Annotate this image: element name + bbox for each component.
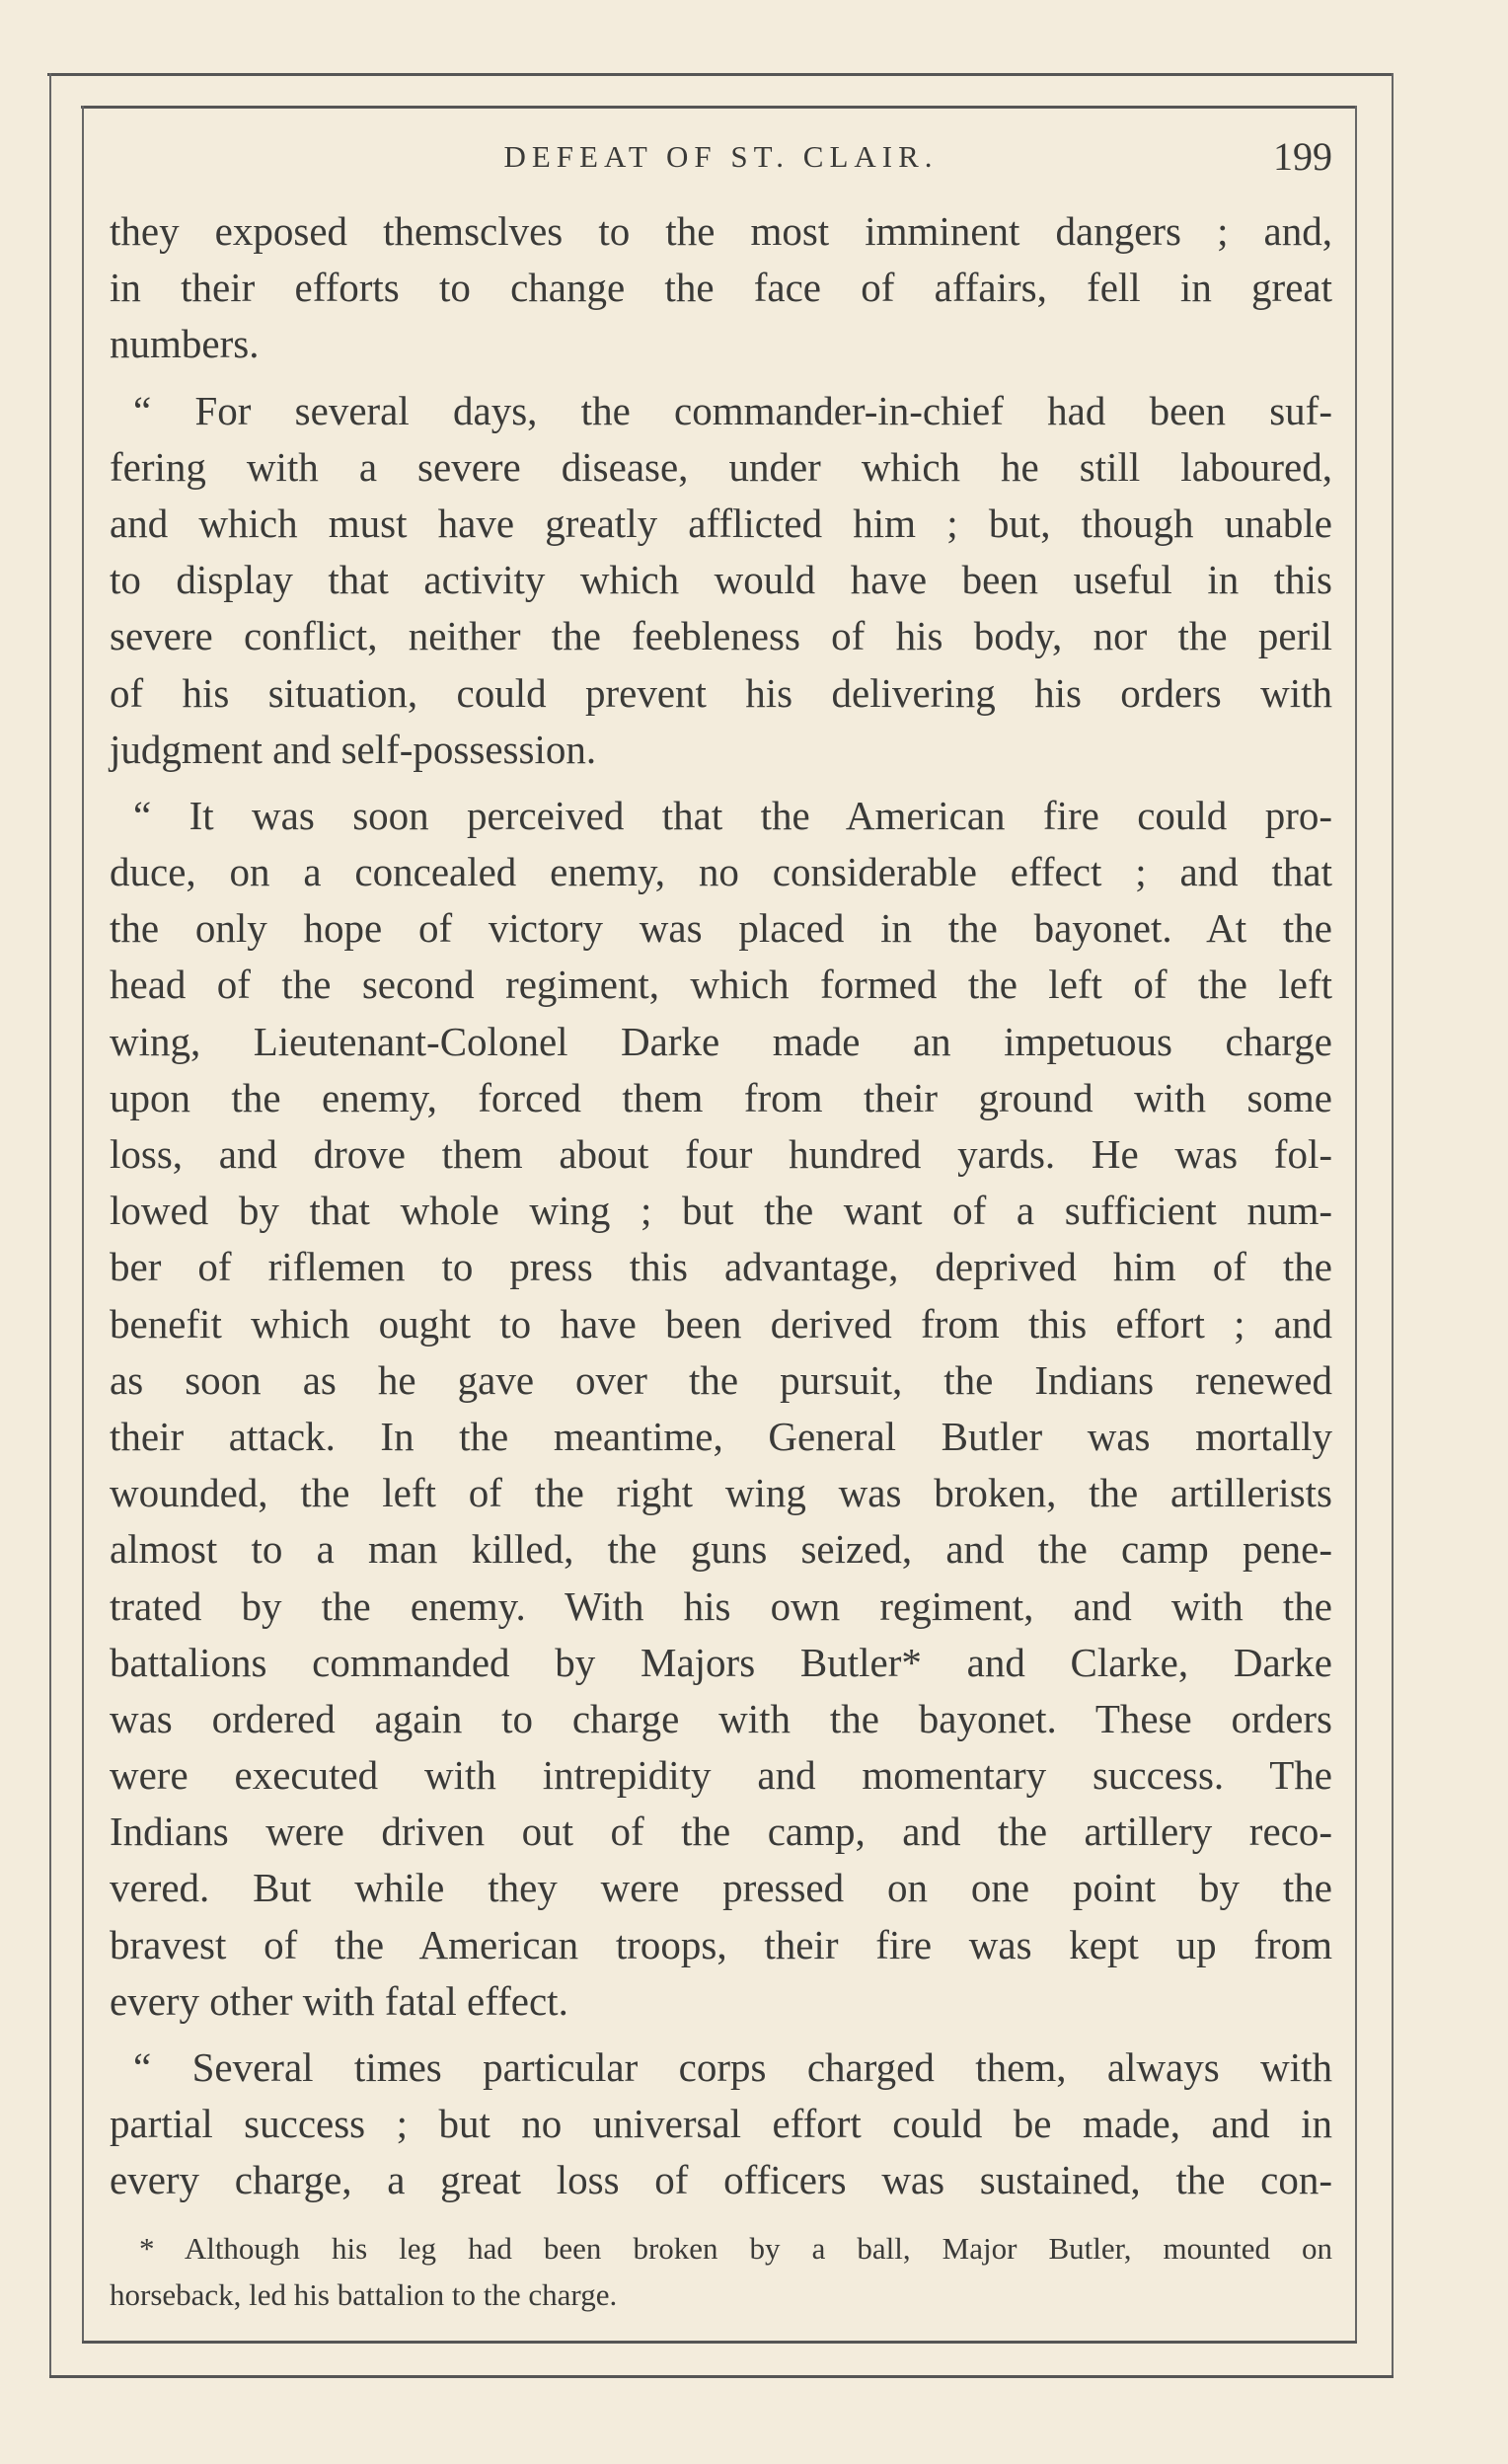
inner-frame-bottom-rule: [82, 2341, 1357, 2344]
text-line: bravest of the American troops, their fire was kept up from: [110, 1921, 1332, 1967]
outer-frame-top-rule: [47, 73, 1392, 76]
paragraph: [110, 203, 1332, 373]
text-line: every other with fatal effect.: [110, 1977, 568, 2024]
inner-frame-top-rule: [81, 106, 1357, 109]
outer-frame-right-rule: [1392, 73, 1394, 2377]
outer-frame-left-rule: [49, 73, 51, 2377]
text-line: in their efforts to change the face of affairs, fell in great: [110, 265, 1332, 311]
running-title: DEFEAT OF ST. CLAIR.: [503, 139, 939, 174]
inner-frame-right-rule: [1355, 106, 1357, 2343]
text-line: loss, and drove them about four hundred yards. He was fol-: [110, 1131, 1332, 1177]
text-line: battalions commanded by Majors Butler* and Clarke, Darke: [110, 1639, 1332, 1685]
outer-frame-bottom-rule: [49, 2375, 1394, 2378]
text-line: were executed with intrepidity and momentary success. The: [110, 1752, 1332, 1799]
text-line: “ It was soon perceived that the American fire could pro-: [133, 792, 1332, 838]
page-number: 199: [1273, 134, 1332, 179]
text-line: benefit which ought to have been derived from this effort ; and: [110, 1300, 1332, 1347]
text-line: head of the second regiment, which formed the left of the left: [110, 962, 1332, 1008]
text-line: judgment and self-possession.: [110, 726, 597, 772]
text-line: almost to a man killed, the guns seized, and the camp pene-: [110, 1526, 1332, 1573]
paragraph: [110, 2040, 1332, 2209]
text-line: was ordered again to charge with the bayonet. These orders: [110, 1695, 1332, 1741]
text-line: vered. But while they were pressed on one point by the: [110, 1865, 1332, 1911]
text-line: lowed by that whole wing ; but the want of a sufficient num-: [110, 1188, 1332, 1234]
text-line: numbers.: [110, 321, 260, 367]
text-line: severe conflict, neither the feebleness of his body, nor the peril: [110, 613, 1332, 659]
text-line: as soon as he gave over the pursuit, the Indians renewed: [110, 1356, 1332, 1403]
text-line: every charge, a great loss of officers was sustained, the con-: [110, 2157, 1332, 2203]
body-text: [110, 203, 1332, 2209]
page-header: [110, 133, 1332, 183]
text-line: their attack. In the meantime, General Butler was mortally: [110, 1413, 1332, 1459]
text-line: “ For several days, the commander-in-chief had been suf-: [133, 387, 1332, 433]
footnote-line: * Although his leg had been broken by a ball, Major Butler, mounted on: [139, 2231, 1332, 2266]
text-line: ber of riflemen to press this advantage, deprived him of the: [110, 1244, 1332, 1290]
footnote-line: horseback, led his battalion to the charge.: [110, 2277, 618, 2312]
text-line: fering with a severe disease, under which he still laboured,: [110, 443, 1332, 490]
text-line: to display that activity which would have been useful in this: [110, 557, 1332, 603]
text-line: upon the enemy, forced them from their ground with some: [110, 1074, 1332, 1120]
paragraph: [110, 383, 1332, 778]
text-line: duce, on a concealed enemy, no considerable effect ; and that: [110, 849, 1332, 895]
text-line: wing, Lieutenant-Colonel Darke made an impetuous charge: [110, 1018, 1332, 1064]
text-line: partial success ; but no universal effort could be made, and in: [110, 2101, 1332, 2147]
text-line: and which must have greatly afflicted him ; but, though unable: [110, 500, 1332, 546]
footnote: [110, 2225, 1332, 2318]
paragraph: [110, 788, 1332, 2030]
text-line: wounded, the left of the right wing was broken, the artillerists: [110, 1470, 1332, 1516]
text-line: of his situation, could prevent his delivering his orders with: [110, 669, 1332, 716]
text-line: trated by the enemy. With his own regiment, and with the: [110, 1582, 1332, 1629]
text-line: Indians were driven out of the camp, and the artillery reco-: [110, 1809, 1332, 1855]
inner-frame-left-rule: [82, 106, 84, 2343]
text-line: “ Several times particular corps charged them, always with: [133, 2044, 1332, 2090]
text-line: the only hope of victory was placed in the bayonet. At the: [110, 905, 1332, 952]
text-line: they exposed themsclves to the most imminent dangers ; and,: [110, 208, 1332, 254]
